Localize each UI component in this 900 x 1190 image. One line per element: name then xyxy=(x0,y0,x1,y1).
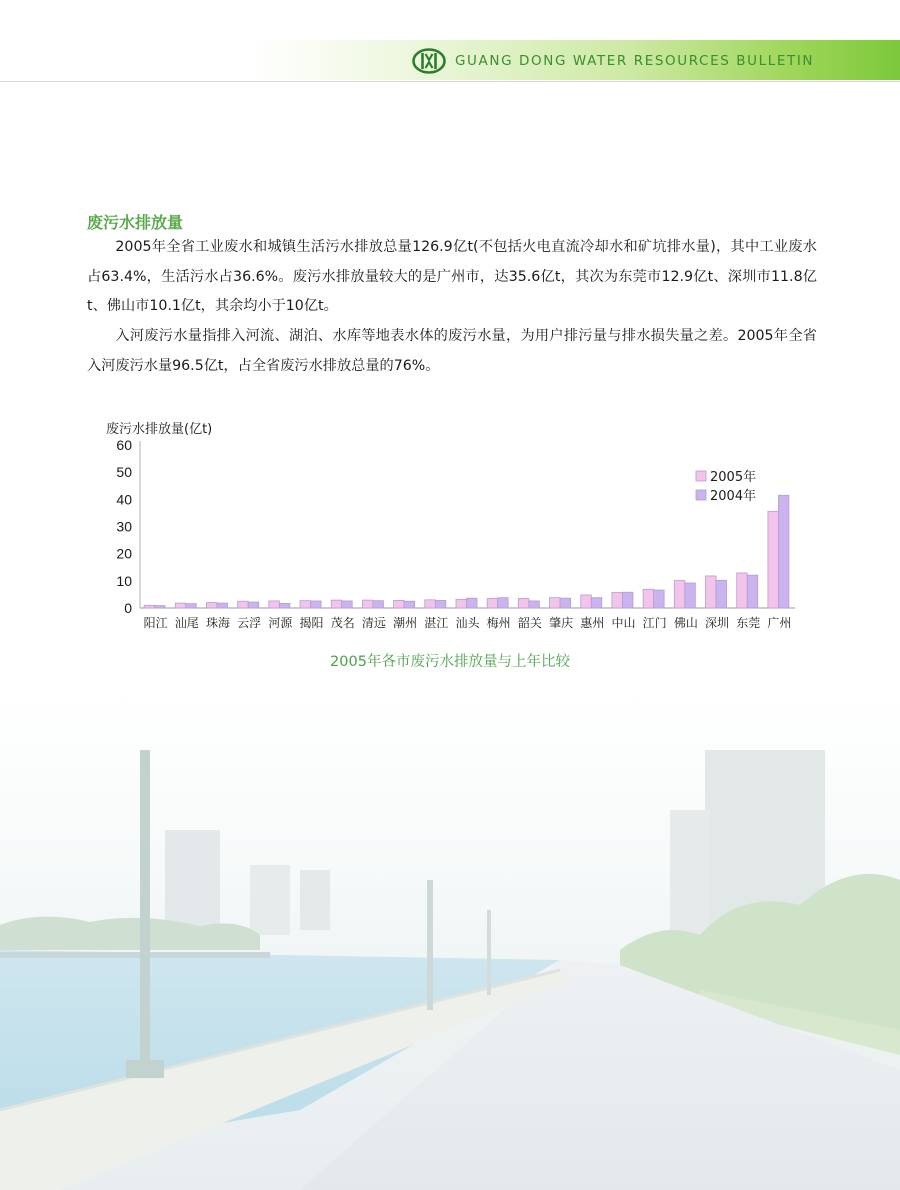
paragraph-text: 2005年全省工业废水和城镇生活污水排放总量126.9亿t(不包括火电直流冷却水和矿坑排水量)，其中工业废水占63.4%，生活污水占36.6%。废污水排放量较大的是广州市，达35.6亿t，其次为东莞市12.9亿t、深圳市11.8亿t、佛山市10.1亿t，其余均小于10亿t。 xyxy=(87,239,817,314)
bar-2004 xyxy=(654,590,665,608)
bar-2005 xyxy=(175,603,186,608)
bar-2005 xyxy=(737,573,748,608)
y-tick-label: 60 xyxy=(116,437,132,453)
bar-2005 xyxy=(425,600,436,608)
bar-2004 xyxy=(248,602,259,608)
bar-2005 xyxy=(331,600,342,608)
bar-chart xyxy=(100,415,820,640)
y-tick-label: 20 xyxy=(116,545,132,562)
bar-2004 xyxy=(716,580,727,608)
bar-2005 xyxy=(643,589,654,608)
bar-2005 xyxy=(362,600,373,608)
bar-2005 xyxy=(144,605,155,608)
x-tick-label: 韶关 xyxy=(517,616,542,630)
chart-caption: 2005年各市废污水排放量与上年比较 xyxy=(330,654,570,670)
x-tick-label: 清远 xyxy=(361,616,386,630)
x-tick-label: 江门 xyxy=(642,616,667,630)
y-tick-label: 0 xyxy=(124,600,132,616)
bar-2005 xyxy=(394,600,405,608)
x-tick-label: 东莞 xyxy=(736,616,761,630)
bar-2004 xyxy=(622,592,633,608)
riverside-photo xyxy=(0,690,900,1190)
bar-2004 xyxy=(467,598,478,608)
x-tick-label: 佛山 xyxy=(673,616,698,630)
bar-2005 xyxy=(487,598,498,608)
x-tick-label: 潮州 xyxy=(393,616,418,630)
x-tick-label: 阳江 xyxy=(143,616,168,630)
bar-2005 xyxy=(456,599,467,608)
bar-2005 xyxy=(706,576,717,608)
y-axis-label: 废污水排放量(亿t) xyxy=(106,422,213,437)
bar-2004 xyxy=(529,601,540,608)
header-divider xyxy=(0,81,900,82)
bar-2004 xyxy=(685,583,696,608)
paragraph-text: 入河废污水量指排入河流、湖泊、水库等地表水体的废污水量，为用户排污量与排水损失量之差。2005年全省入河废污水量96.5亿t，占全省废污水排放总量的76%。 xyxy=(87,328,817,374)
legend-label: 2005年 xyxy=(710,470,757,485)
x-tick-label: 河源 xyxy=(268,616,293,630)
x-tick-label: 广州 xyxy=(767,616,792,630)
bar-2005 xyxy=(674,581,685,608)
legend-label: 2004年 xyxy=(710,489,757,504)
bar-2004 xyxy=(342,601,353,608)
bar-2004 xyxy=(373,601,384,608)
y-tick-label: 40 xyxy=(116,491,132,508)
y-tick-label: 30 xyxy=(116,518,132,535)
bar-2005 xyxy=(612,593,623,608)
bar-2004 xyxy=(435,600,446,608)
bar-2005 xyxy=(238,601,249,608)
bar-2005 xyxy=(768,511,779,608)
x-tick-label: 茂名 xyxy=(330,616,355,630)
x-tick-label: 梅州 xyxy=(486,616,511,630)
bar-2004 xyxy=(560,598,571,608)
legend-swatch xyxy=(696,471,706,481)
bar-2005 xyxy=(581,595,592,608)
bar-2004 xyxy=(591,598,602,608)
x-tick-label: 惠州 xyxy=(580,616,605,630)
bar-2004 xyxy=(311,601,322,608)
bar-2005 xyxy=(300,601,311,608)
x-tick-label: 揭阳 xyxy=(299,616,324,630)
x-tick-label: 珠海 xyxy=(205,616,230,630)
bar-2005 xyxy=(269,601,280,608)
bar-2004 xyxy=(778,495,789,608)
x-tick-label: 深圳 xyxy=(705,616,730,630)
y-tick-label: 50 xyxy=(116,464,132,481)
x-tick-label: 湛江 xyxy=(424,616,449,630)
paragraph-discharge xyxy=(87,233,817,322)
bar-2004 xyxy=(498,598,509,608)
bar-2005 xyxy=(550,598,561,608)
x-tick-label: 云浮 xyxy=(237,616,262,630)
section-title: 废污水排放量 xyxy=(87,213,184,232)
bar-2004 xyxy=(404,601,415,608)
bulletin-title: GUANG DONG WATER RESOURCES BULLETIN xyxy=(455,53,815,69)
bar-2005 xyxy=(206,603,217,608)
bar-2004 xyxy=(155,606,166,608)
legend-swatch xyxy=(696,490,706,500)
bar-2004 xyxy=(279,603,290,608)
x-tick-label: 中山 xyxy=(611,616,636,630)
x-tick-label: 汕头 xyxy=(455,616,480,630)
bar-2005 xyxy=(518,598,529,608)
paragraph-river-inflow xyxy=(87,322,817,381)
bar-2004 xyxy=(186,604,197,608)
x-tick-label: 肇庆 xyxy=(549,616,574,630)
x-tick-label: 汕尾 xyxy=(174,616,199,630)
bar-2004 xyxy=(747,575,758,608)
y-tick-label: 10 xyxy=(116,572,132,589)
water-bureau-logo-icon xyxy=(412,48,446,74)
bar-2004 xyxy=(217,603,228,608)
